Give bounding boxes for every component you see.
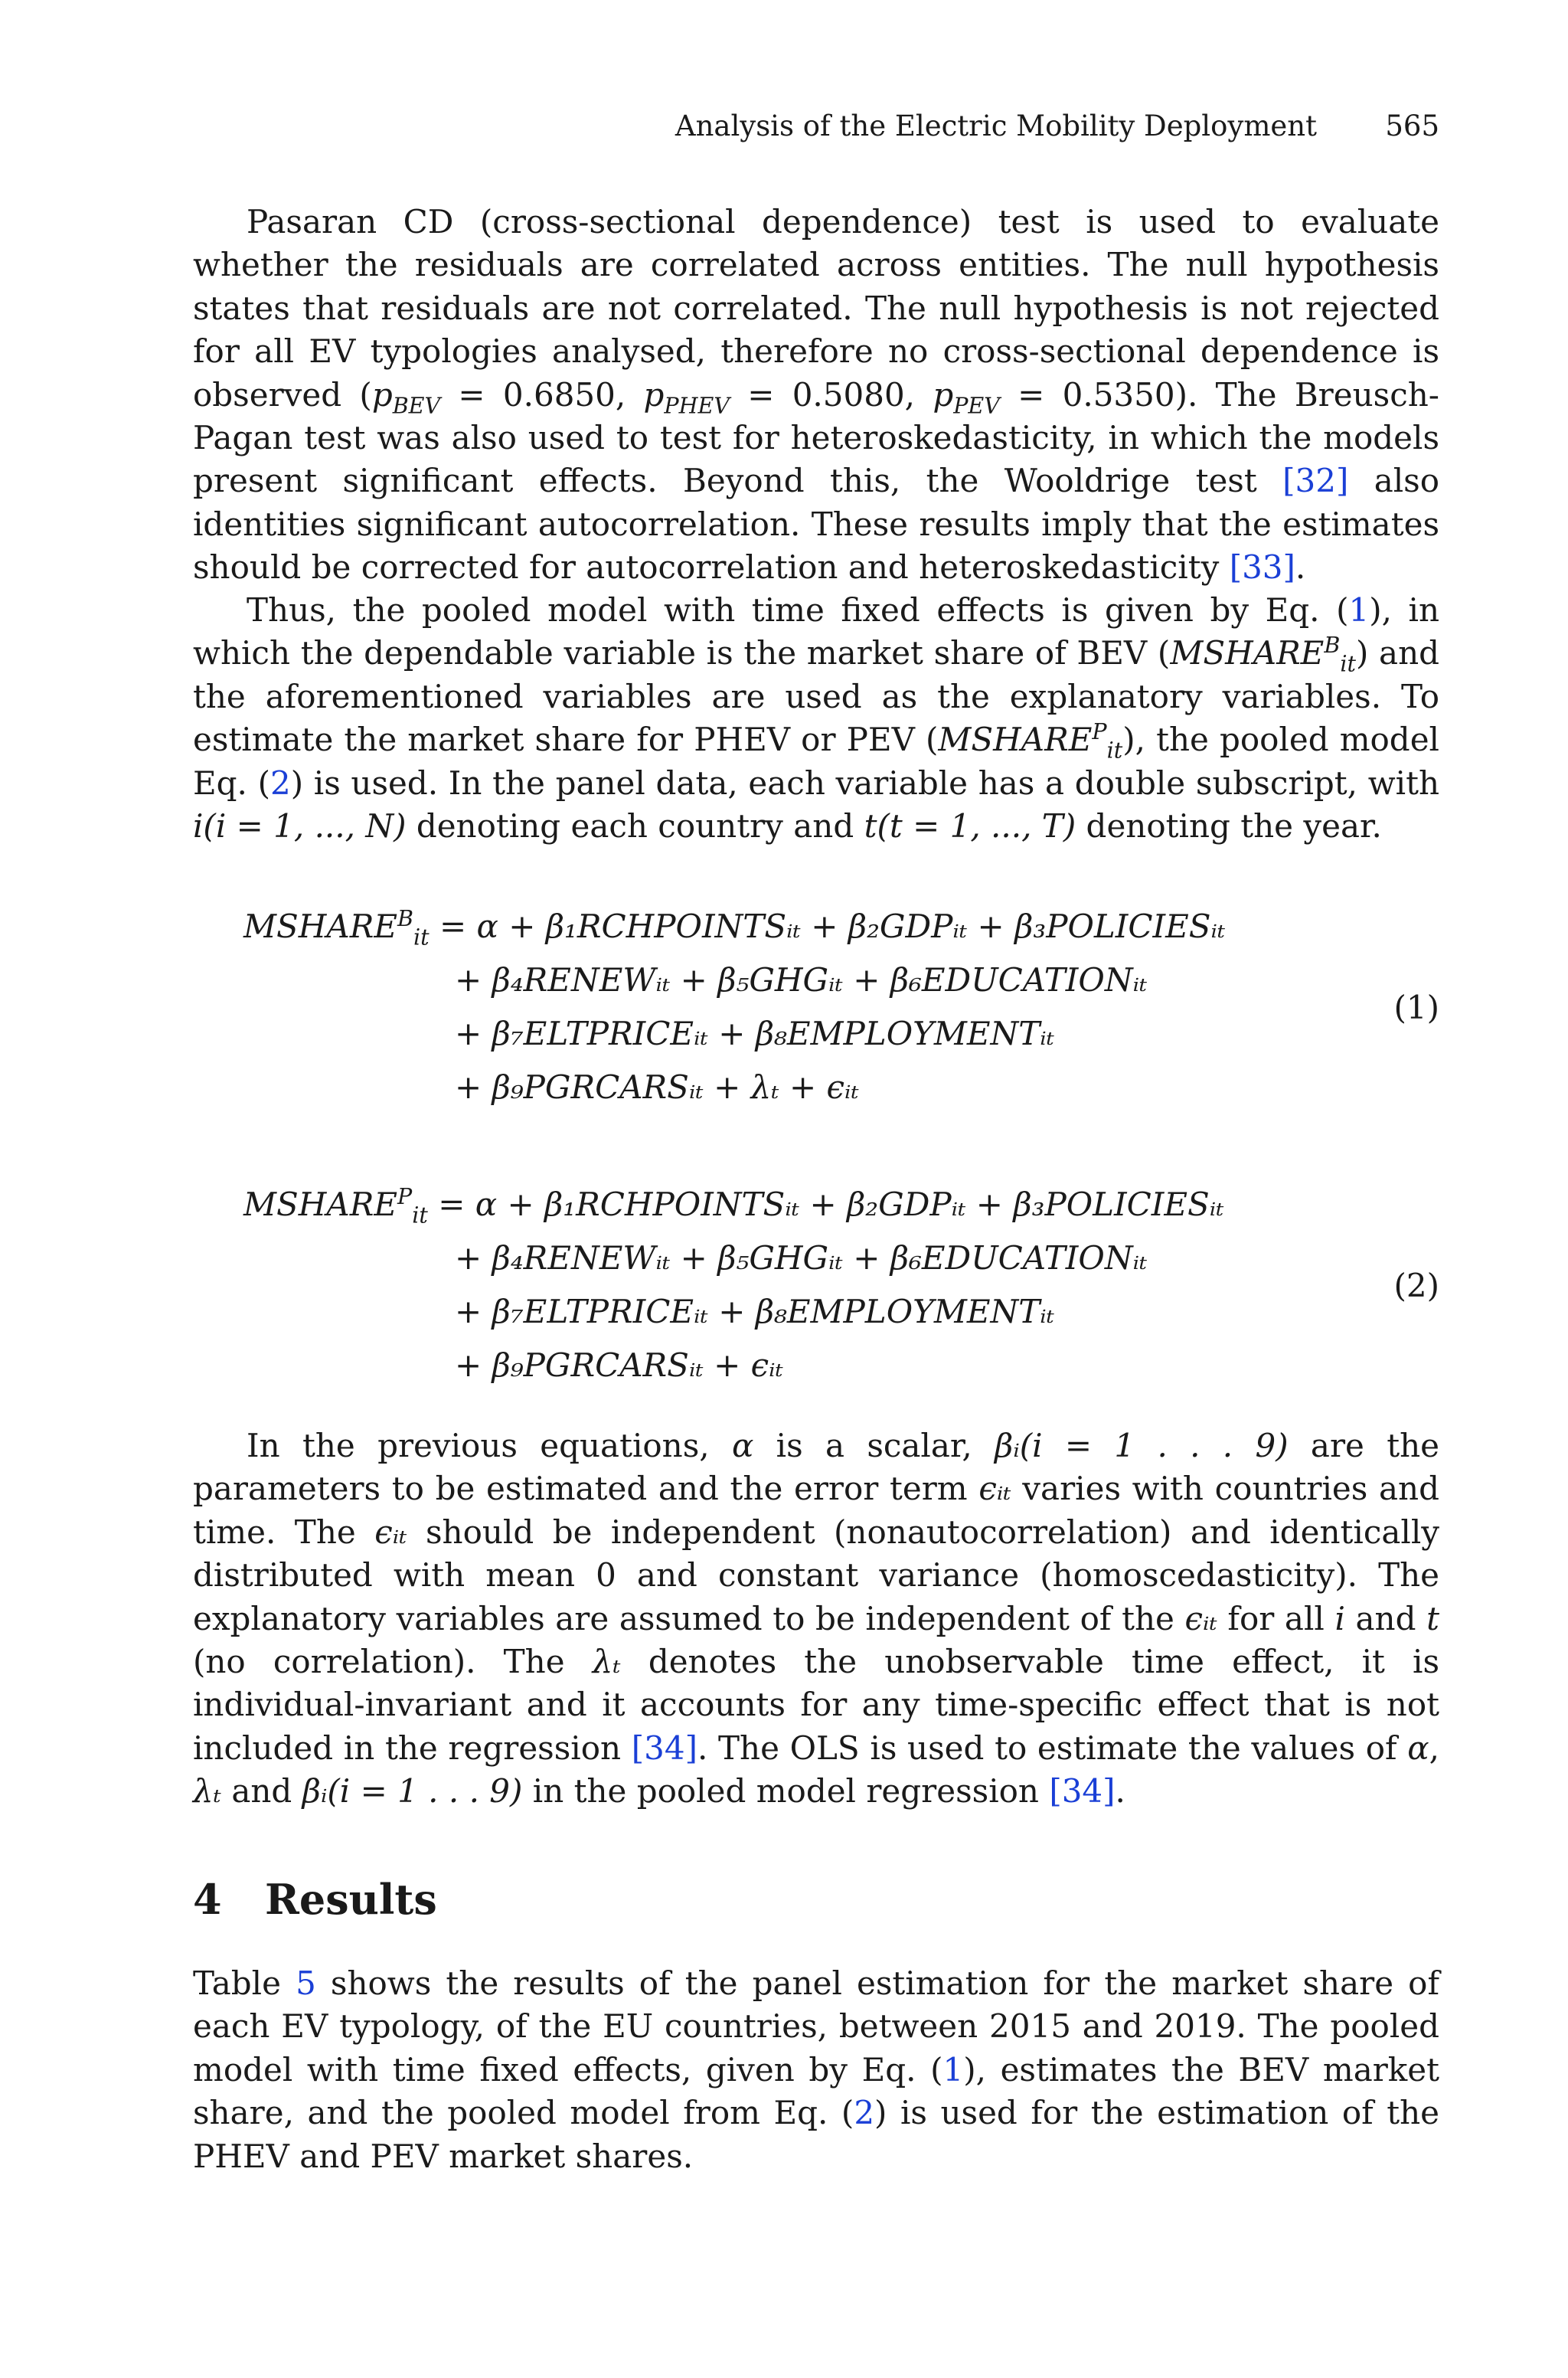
equation-1 <box>193 905 1439 1130</box>
paragraph-results: Table 5 shows the results of the panel estimation for the market share of each EV typology, of the EU countries, between 2015 and 2019. The pooled model with time fixed effects, given by Eq. (1), estimates the BEV market share, and the pooled model from Eq. (2) is used for the estimation of the PHEV and PEV market shares. <box>193 1964 1439 2175</box>
equation-link-2[interactable]: 2 <box>270 764 291 802</box>
equation-1-line-4: + β₉PGRCARSᵢₜ + λₜ + ϵᵢₜ <box>455 1068 859 1106</box>
citation-link-32[interactable]: [32] <box>1282 462 1349 500</box>
section-number: 4 <box>193 1875 222 1924</box>
equation-2-line-4: + β₉PGRCARSᵢₜ + ϵᵢₜ <box>455 1346 783 1384</box>
paragraph-pooled-model: Thus, the pooled model with time fixed effects is given by Eq. (1), in which the dependable variable is the market share of BEV $(MSHARE^B_{it})$ and the aforementioned variables are used as the explanatory variables. To estimate the market share for PHEV or PEV $(MSHARE^P_{it})$, the pooled model Eq. (2) is used. In the panel data, each variable has a double subscript, with i(i = 1, ..., N) denoting each country and t(t = 1, ..., T) denoting the year. <box>193 591 1440 846</box>
running-header <box>193 107 1439 146</box>
section-heading <box>193 1873 437 1926</box>
citation-link-33[interactable]: [33] <box>1229 548 1295 587</box>
citation-link-34[interactable]: [34] <box>1049 1772 1116 1810</box>
paragraph-equation-explanation: In the previous equations, α is a scalar, βᵢ(i = 1 . . . 9) are the parameters to be estimated and the error term ϵᵢₜ varies with countries and time. The ϵᵢₜ should be independent (nonautocorrelation) and identically distributed with mean 0 and constant variance (homoscedasticity). The explanatory variables are assumed to be independent of the ϵᵢₜ for all i and t (no correlation). The λₜ denotes the unobservable time effect, it is individual-invariant and it accounts for any time-specific effect that is not included in the regression [34]. The OLS is used to estimate the values of α, λₜ and βᵢ(i = 1 . . . 9) in the pooled model regression [34]. <box>193 1427 1440 1810</box>
citation-link-34[interactable]: [34] <box>631 1729 697 1767</box>
equation-1-line-1: $MSHARE^B_{it} = \alpha$ + β₁RCHPOINTSᵢₜ + β₂GDPᵢₜ + β₃POLICIESᵢₜ <box>243 905 1226 950</box>
equation-link-2[interactable]: 2 <box>854 2094 875 2132</box>
equation-2-line-2: + β₄RENEWᵢₜ + β₅GHGᵢₜ + β₆EDUCATIONᵢₜ <box>455 1239 1148 1277</box>
equation-1-line-3: + β₇ELTPRICEᵢₜ + β₈EMPLOYMENTᵢₜ <box>455 1015 1055 1052</box>
section-title: Results <box>265 1875 437 1924</box>
equation-2 <box>193 1183 1439 1408</box>
paragraph-cross-sectional-test: Pasaran CD (cross-sectional dependence) test is used to evaluate whether the residuals are correlated across entities. The null hypothesis states that residuals are not correlated. The null hypothesis is not rejected for all EV typologies analysed, therefore no cross-sectional dependence is observed ($p_{BEV} = 0.6850$, $p_{PHEV} = 0.5080$, $p_{PEV} = 0.5350$). The Breusch-Pagan test was also used to test for heteroskedasticity, in which the models present significant effects. Beyond this, the Wooldrige test [32] also identities significant autocorrelation. These results imply that the estimates should be corrected for autocorrelation and heteroskedasticity [33]. <box>193 203 1440 587</box>
equation-number-1: (1) <box>1393 989 1439 1026</box>
table-link-5[interactable]: 5 <box>296 1964 316 2002</box>
equation-1-line-2: + β₄RENEWᵢₜ + β₅GHGᵢₜ + β₆EDUCATIONᵢₜ <box>455 961 1148 999</box>
equation-2-line-3: + β₇ELTPRICEᵢₜ + β₈EMPLOYMENTᵢₜ <box>455 1293 1055 1330</box>
equation-link-1[interactable]: 1 <box>1348 591 1370 629</box>
page-number: 565 <box>1385 110 1439 142</box>
running-title: Analysis of the Electric Mobility Deployment <box>675 110 1317 142</box>
equation-number-2: (2) <box>1393 1267 1439 1304</box>
equation-2-line-1: $MSHARE^P_{it} = \alpha$ + β₁RCHPOINTSᵢₜ + β₂GDPᵢₜ + β₃POLICIESᵢₜ <box>243 1183 1224 1228</box>
equation-link-1[interactable]: 1 <box>942 2050 964 2089</box>
